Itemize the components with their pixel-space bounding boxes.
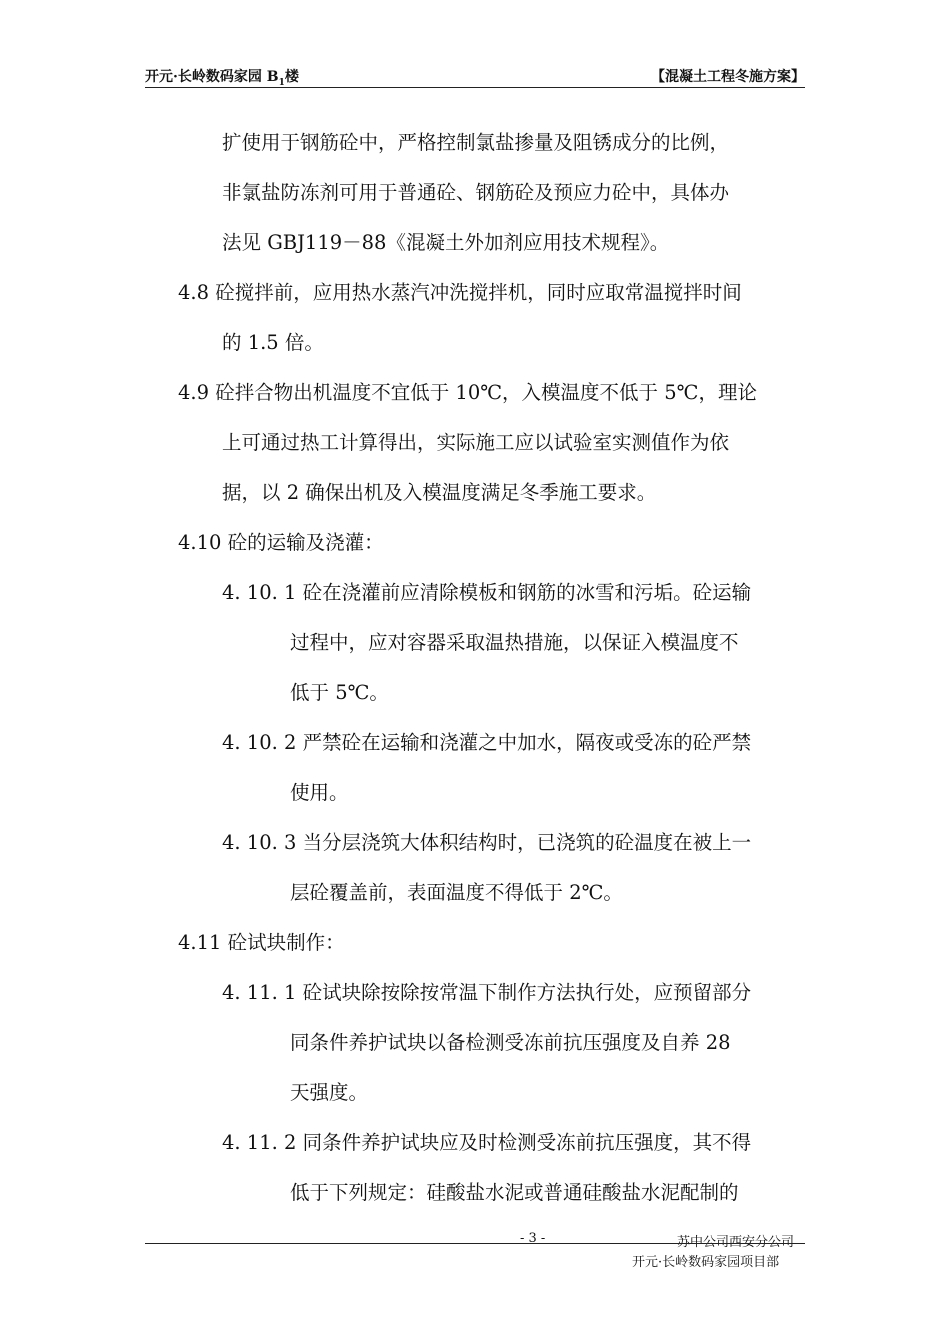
body-line: 据，以 2 确保出机及入模温度满足冬季施工要求。 <box>222 481 657 504</box>
header-project-title-suffix: 楼 <box>284 69 299 85</box>
section-heading-4-9: 4.9 砼拌合物出机温度不宜低于 10℃，入模温度不低于 5℃，理论 <box>178 381 757 404</box>
subsection-4-10-2: 4. 10. 2 严禁砼在运输和浇灌之中加水，隔夜或受冻的砼严禁 <box>222 731 752 754</box>
subsection-4-11-1: 4. 11. 1 砼试块除按除按常温下制作方法执行处，应预留部分 <box>222 981 752 1004</box>
body-line: 非氯盐防冻剂可用于普通砼、钢筋砼及预应力砼中，具体办 <box>222 181 730 204</box>
page-number: - 3 - <box>520 1231 546 1246</box>
subsection-4-11-2: 4. 11. 2 同条件养护试块应及时检测受冻前抗压强度，其不得 <box>222 1131 752 1154</box>
body-line: 低于 5℃。 <box>290 681 389 704</box>
header-project-title-sub: 1 <box>278 77 285 88</box>
section-heading-4-10: 4.10 砼的运输及浇灌： <box>178 531 384 554</box>
subsection-4-10-1: 4. 10. 1 砼在浇灌前应清除模板和钢筋的冰雪和污垢。砼运输 <box>222 581 752 604</box>
header-project-title-main: 开元·长岭数码家园 B <box>145 69 279 85</box>
body-line: 低于下列规定：硅酸盐水泥或普通硅酸盐水泥配制的 <box>290 1181 739 1204</box>
body-line: 法见 GBJ119－88《混凝土外加剂应用技术规程》。 <box>222 231 670 254</box>
header-document-title: 【混凝土工程冬施方案】 <box>651 69 805 85</box>
footer-company: 苏中公司西安分公司 <box>677 1235 795 1250</box>
footer-department: 开元·长岭数码家园项目部 <box>632 1255 780 1270</box>
body-line: 过程中，应对容器采取温热措施，以保证入模温度不 <box>290 631 739 654</box>
body-line: 同条件养护试块以备检测受冻前抗压强度及自养 28 <box>290 1031 731 1054</box>
body-line: 层砼覆盖前，表面温度不得低于 2℃。 <box>290 881 623 904</box>
section-heading-4-11: 4.11 砼试块制作： <box>178 931 345 954</box>
body-line: 上可通过热工计算得出，实际施工应以试验室实测值作为依 <box>222 431 730 454</box>
body-line: 的 1.5 倍。 <box>222 331 324 354</box>
subsection-4-10-3: 4. 10. 3 当分层浇筑大体积结构时，已浇筑的砼温度在被上一 <box>222 831 752 854</box>
footer-rule <box>145 1243 805 1244</box>
body-line: 使用。 <box>290 781 349 804</box>
body-line: 天强度。 <box>290 1081 369 1104</box>
body-line: 扩使用于钢筋砼中，严格控制氯盐掺量及阻锈成分的比例， <box>222 131 730 154</box>
section-heading-4-8: 4.8 砼搅拌前，应用热水蒸汽冲洗搅拌机，同时应取常温搅拌时间 <box>178 281 742 304</box>
